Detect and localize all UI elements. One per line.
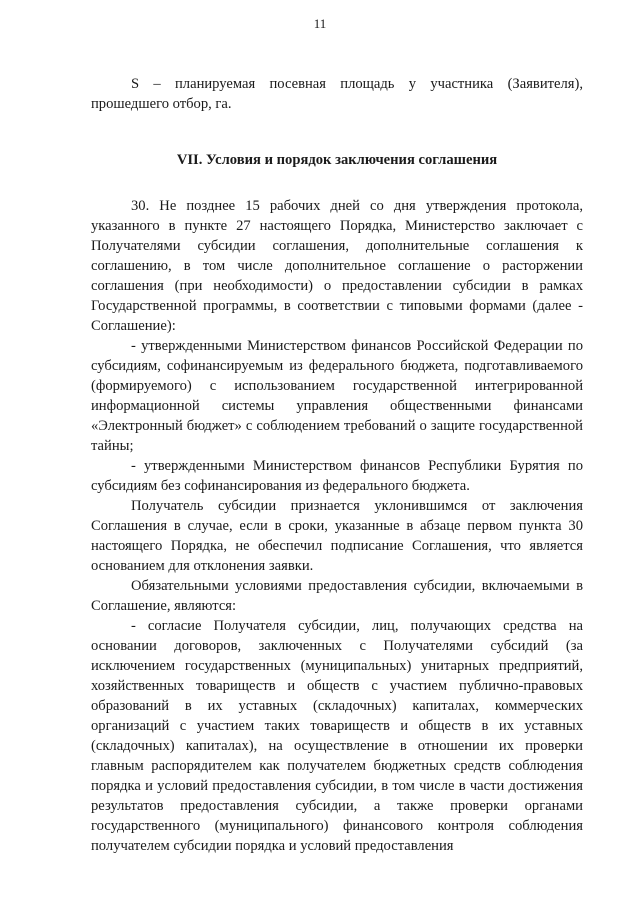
paragraph-30: 30. Не позднее 15 рабочих дней со дня утверждения протокола, указанного в пункте 27 настоящего Порядка, Министерство заключает с Получателями субсидии соглашения, дополнительные соглашения к соглашению, в том числе дополнительное соглашение о расторжении соглашения (при необходимости) о предоставлении субсидии в рамках Государственной программы, в соответствии с типовыми формами (далее - Соглашение): bbox=[91, 198, 583, 334]
section-heading: VII. Условия и порядок заключения соглашения bbox=[176, 152, 498, 168]
paragraph-s-definition: S – планируемая посевная площадь у участника (Заявителя), прошедшего отбор, га. bbox=[91, 76, 583, 112]
list-item-minfin-rf: - утвержденными Министерством финансов Российской Федерации по субсидиям, софинансируемым из федерального бюджета, подготавливаемого (формируемого) с использованием государственной интегрированной информационной системы управления общественными финансами «Электронный бюджет» с соблюдением требований о защите государственной тайны; bbox=[91, 338, 583, 454]
paragraph-evasion: Получатель субсидии признается уклонившимся от заключения Соглашения в случае, если в сроки, указанные в абзаце первом пункта 30 настоящего Порядка, не обеспечил подписание Соглашения, что является основанием для отклонения заявки. bbox=[91, 498, 583, 574]
document-body bbox=[91, 74, 583, 856]
list-item-consent: - согласие Получателя субсидии, лиц, получающих средства на основании договоров, заключенных с Получателями субсидий (за исключением государственных (муниципальных) унитарных предприятий, хозяйственных товариществ и обществ с участием публично-правовых образований в их уставных (складочных) капиталах, коммерческих организаций с участием таких товариществ и обществ в их уставных (складочных) капиталах), на осуществление в отношении их проверки главным распорядителем как получателем бюджетных средств соблюдения порядка и условий предоставления субсидии, в том числе в части достижения результатов предоставления субсидии, а также проверки органами государственного (муниципального) финансового контроля соблюдения получателем субсидии порядка и условий предоставления bbox=[91, 618, 583, 854]
paragraph-conditions: Обязательными условиями предоставления субсидии, включаемыми в Соглашение, являются: bbox=[91, 578, 583, 614]
list-item-minfin-rb: - утвержденными Министерством финансов Республики Бурятия по субсидиям без софинансирования из федерального бюджета. bbox=[91, 458, 583, 494]
page-number: 11 bbox=[313, 16, 327, 31]
